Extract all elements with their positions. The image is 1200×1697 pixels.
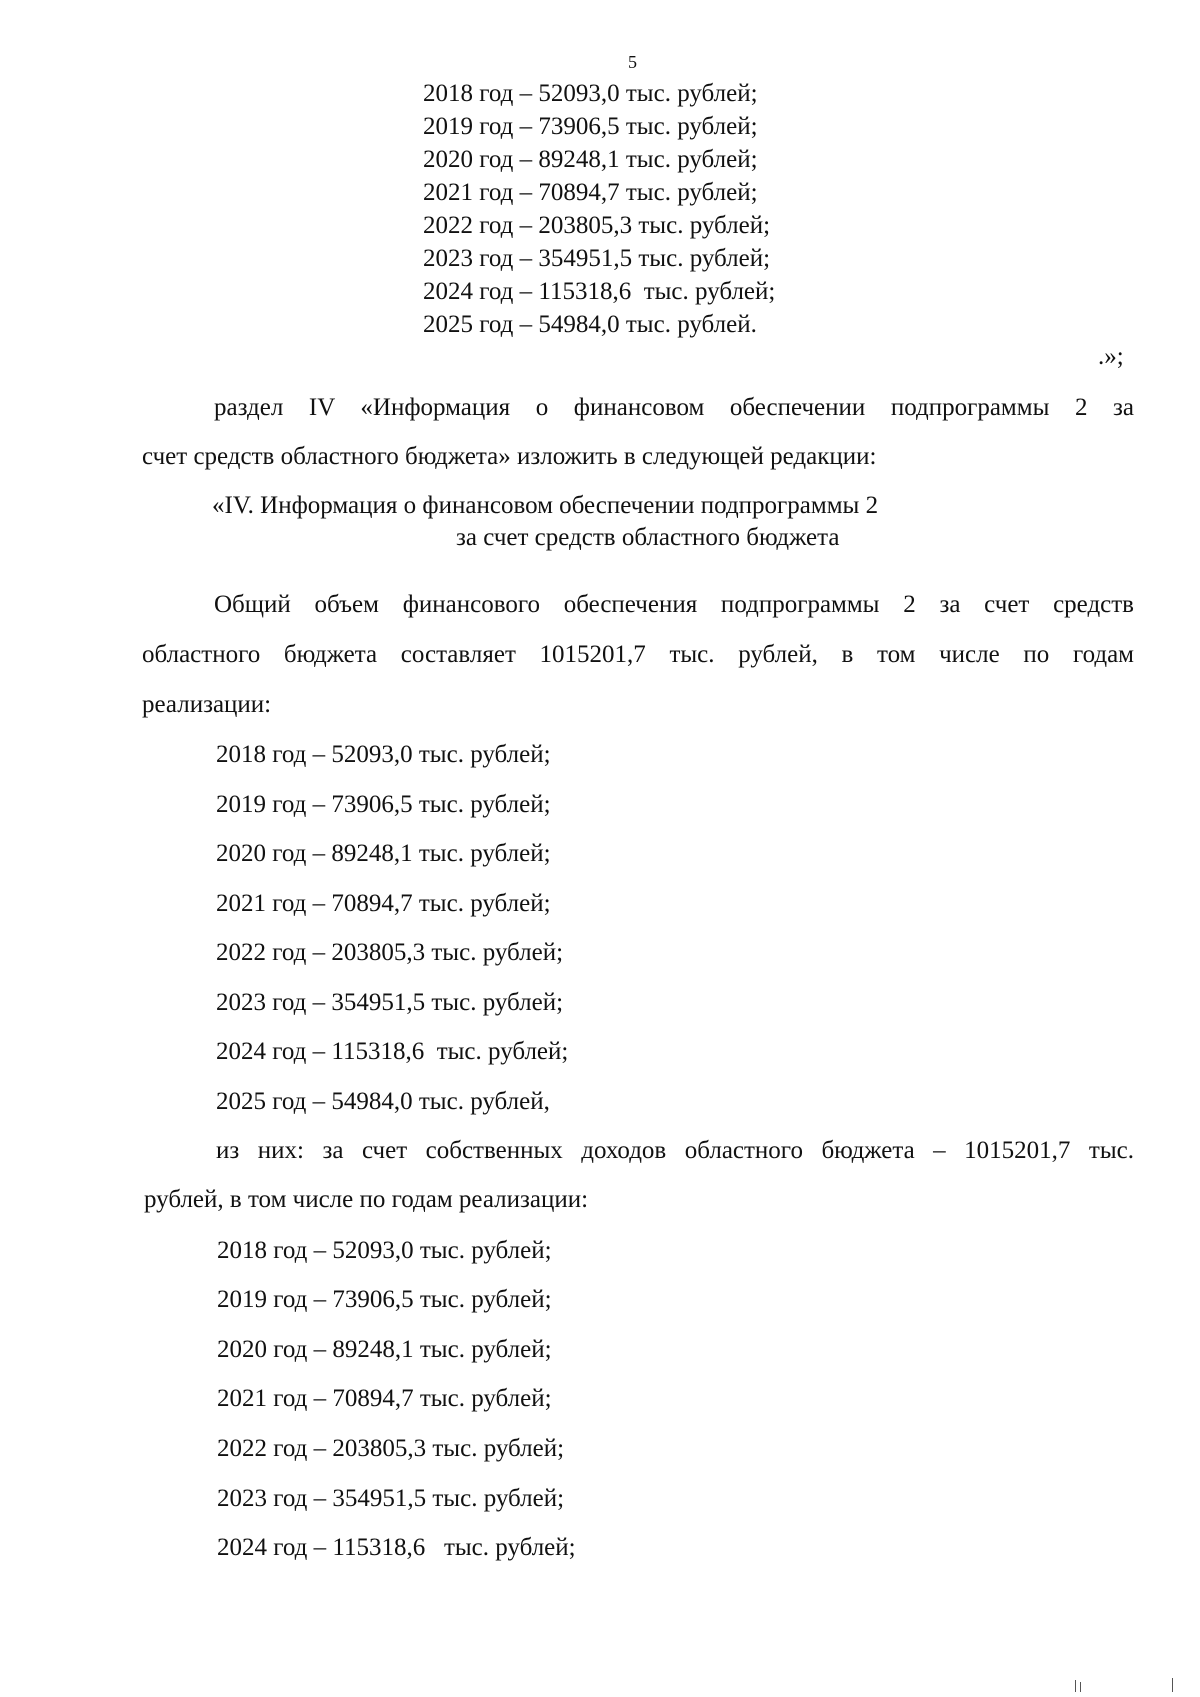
own-income-line-1: из них: за счет собственных доходов областного бюджета – 1015201,7 тыс. <box>216 1137 1134 1164</box>
scan-artifact <box>1075 1680 1076 1692</box>
total-paragraph-line-1: Общий объем финансового обеспечения подпрограммы 2 за счет средств <box>214 591 1134 618</box>
list-item: 2018 год – 52093,0 тыс. рублей; <box>217 1237 552 1264</box>
list-item: 2022 год – 203805,3 тыс. рублей; <box>217 1435 565 1462</box>
list-item: 2019 год – 73906,5 тыс. рублей; <box>217 1286 552 1313</box>
scan-artifact <box>1172 1678 1173 1692</box>
section-heading-line-1: «IV. Информация о финансовом обеспечении подпрограммы 2 <box>212 492 879 519</box>
section-instruction-line-1: раздел IV «Информация о финансовом обеспечении подпрограммы 2 за <box>214 394 1134 421</box>
list-item: 2025 год – 54984,0 тыс. рублей. <box>423 311 757 338</box>
list-item: 2024 год – 115318,6 тыс. рублей; <box>217 1534 576 1561</box>
list-item: 2023 год – 354951,5 тыс. рублей; <box>217 1485 565 1512</box>
list-item: 2021 год – 70894,7 тыс. рублей; <box>423 179 758 206</box>
section-heading-line-2: за счет средств областного бюджета <box>456 524 840 551</box>
list-item: 2021 год – 70894,7 тыс. рублей; <box>216 890 551 917</box>
total-paragraph-line-3: реализации: <box>142 691 272 718</box>
list-item: 2018 год – 52093,0 тыс. рублей; <box>423 80 758 107</box>
list-item: 2022 год – 203805,3 тыс. рублей; <box>216 939 564 966</box>
closing-quote: .»; <box>1098 343 1124 370</box>
list-item: 2022 год – 203805,3 тыс. рублей; <box>423 212 771 239</box>
own-income-line-2: рублей, в том числе по годам реализации: <box>144 1186 589 1213</box>
list-item: 2020 год – 89248,1 тыс. рублей; <box>216 840 551 867</box>
total-paragraph-line-2: областного бюджета составляет 1015201,7 тыс. рублей, в том числе по годам <box>142 641 1134 668</box>
list-item: 2019 год – 73906,5 тыс. рублей; <box>423 113 758 140</box>
list-item: 2023 год – 354951,5 тыс. рублей; <box>423 245 771 272</box>
list-item: 2024 год – 115318,6 тыс. рублей; <box>423 278 776 305</box>
list-item: 2023 год – 354951,5 тыс. рублей; <box>216 989 564 1016</box>
list-item: 2018 год – 52093,0 тыс. рублей; <box>216 741 551 768</box>
list-item: 2020 год – 89248,1 тыс. рублей; <box>217 1336 552 1363</box>
list-item: 2021 год – 70894,7 тыс. рублей; <box>217 1385 552 1412</box>
section-instruction-line-2: счет средств областного бюджета» изложить в следующей редакции: <box>142 443 877 470</box>
list-item: 2024 год – 115318,6 тыс. рублей; <box>216 1038 569 1065</box>
list-item: 2020 год – 89248,1 тыс. рублей; <box>423 146 758 173</box>
list-item: 2025 год – 54984,0 тыс. рублей, <box>216 1088 550 1115</box>
list-item: 2019 год – 73906,5 тыс. рублей; <box>216 791 551 818</box>
page-number: 5 <box>628 52 637 72</box>
scan-artifact <box>1080 1682 1081 1692</box>
